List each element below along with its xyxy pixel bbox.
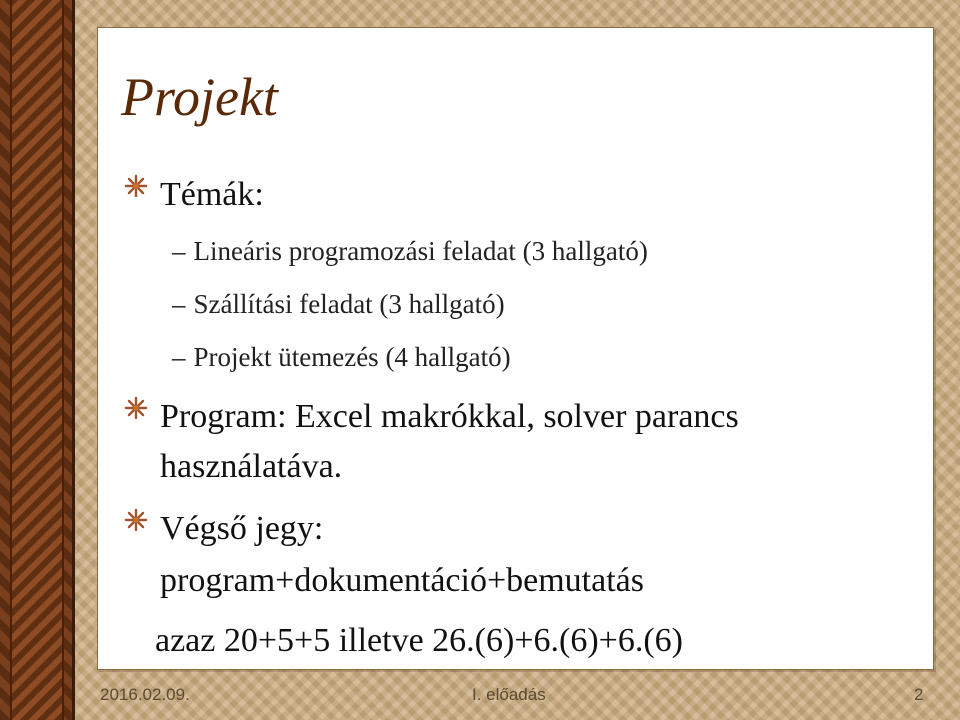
star-burst-icon — [124, 508, 148, 532]
dash-icon: – — [172, 236, 186, 266]
footer-lecture: I. előadás — [472, 685, 546, 704]
subitem-linear-programming — [172, 238, 648, 265]
dash-icon: – — [172, 289, 186, 319]
subitem-project-scheduling — [172, 344, 511, 371]
dash-icon: – — [172, 342, 186, 372]
bullet-text: Témák: — [160, 176, 264, 213]
bullet-text-line1: Végső jegy: — [160, 510, 324, 547]
subitem-text: Projekt ütemezés (4 hallgató) — [193, 342, 511, 372]
bullet-text-line1: Program: Excel makrókkal, solver parancs — [160, 398, 739, 435]
subitem-text: Szállítási feladat (3 hallgató) — [193, 289, 505, 319]
footer-page-number: 2 — [914, 685, 924, 704]
star-burst-icon — [124, 174, 148, 198]
star-burst-icon — [124, 396, 148, 420]
left-decorative-strip — [0, 0, 75, 720]
slide-title: Projekt — [121, 67, 278, 127]
bullet-item-topics — [124, 174, 264, 216]
bullet-text-line2: program+dokumentáció+bemutatás — [160, 562, 644, 599]
bullet-item-final-grade — [124, 508, 644, 602]
bullet-item-program — [124, 396, 739, 488]
footer-date: 2016.02.09. — [100, 685, 190, 704]
subitem-transport — [172, 291, 505, 318]
subitem-text: Lineáris programozási feladat (3 hallgató) — [193, 236, 648, 266]
grade-breakdown-text: azaz 20+5+5 illetve 26.(6)+6.(6)+6.(6) — [155, 622, 683, 659]
left-strip-texture — [10, 0, 64, 720]
bullet-text-line2: használatáva. — [160, 448, 343, 485]
